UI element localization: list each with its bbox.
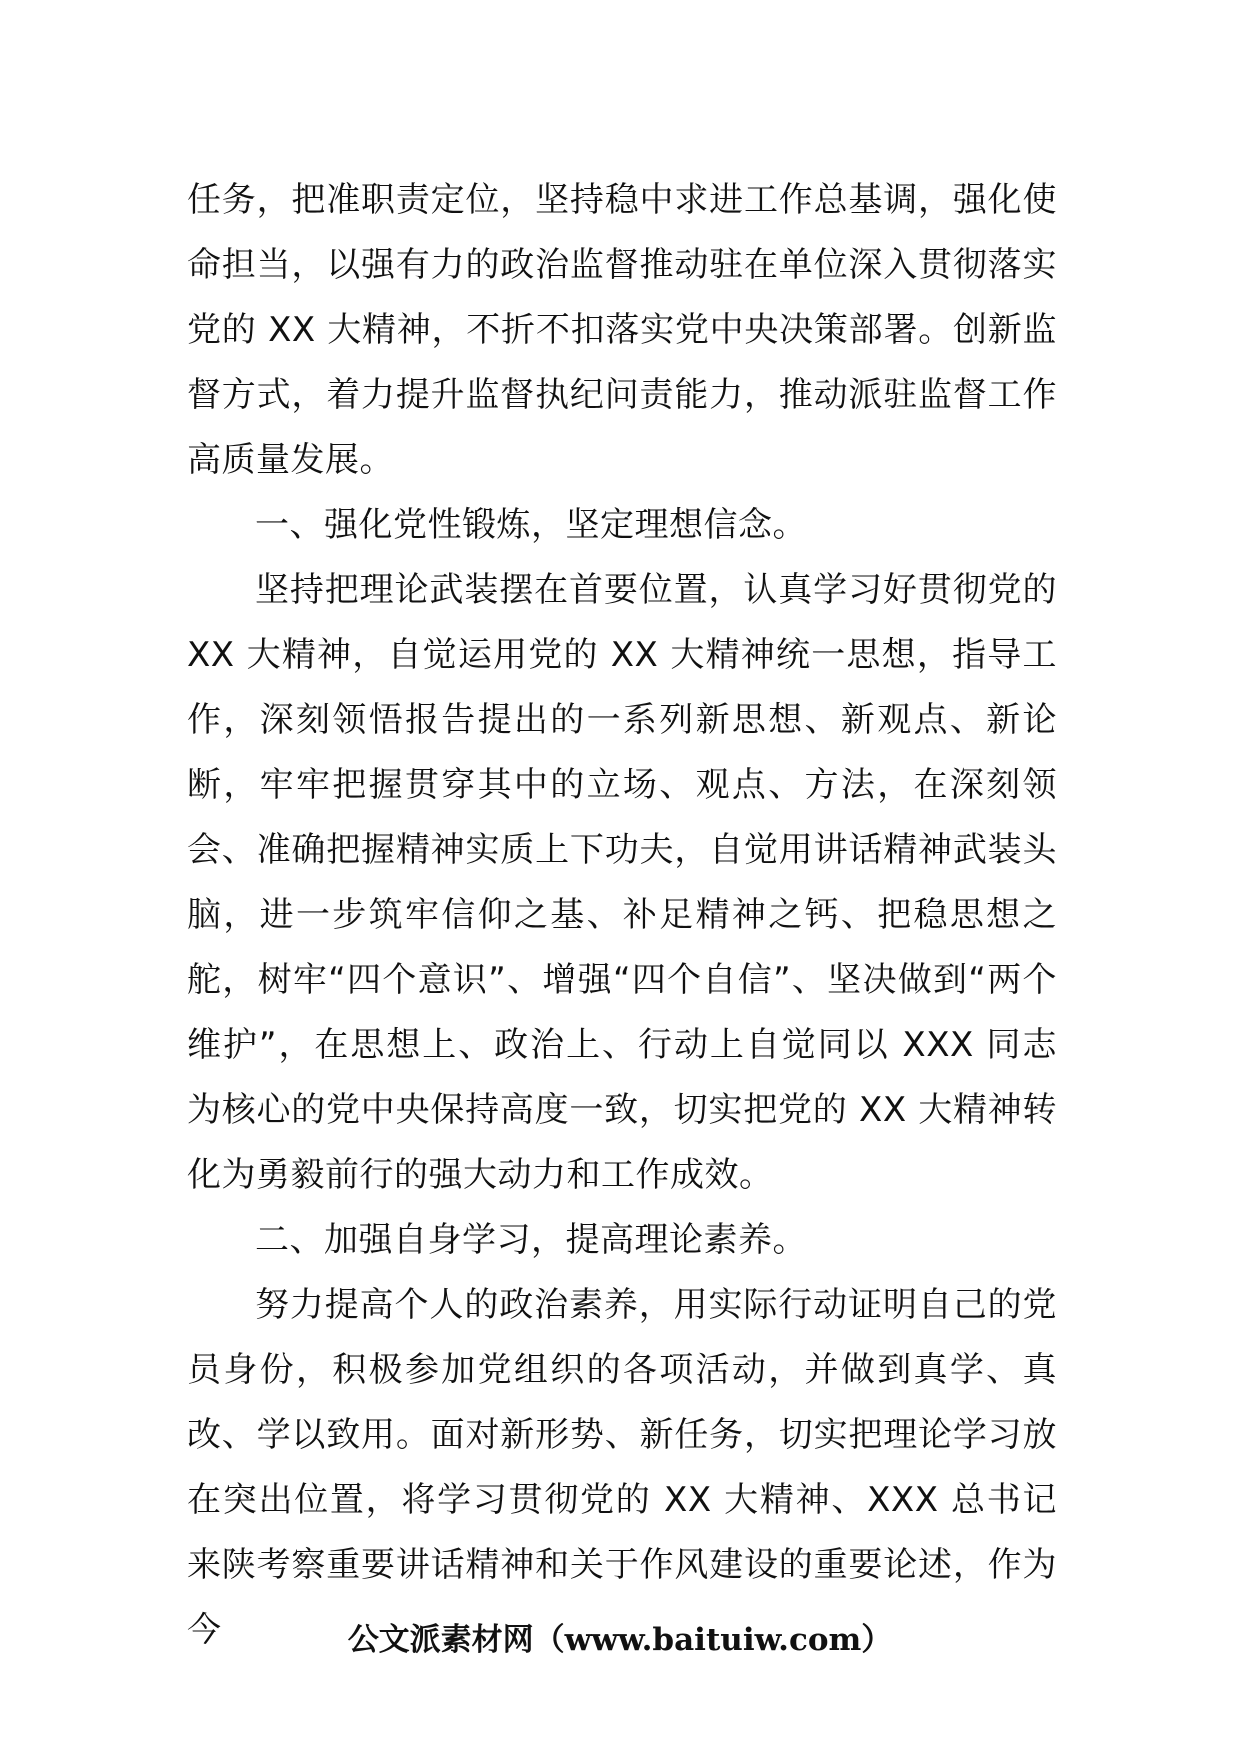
footer-watermark: 公文派素材网（www.baituiw.com） bbox=[347, 1622, 893, 1658]
paragraph-theory-study: 坚持把理论武装摆在首要位置，认真学习好贯彻党的 XX 大精神，自觉运用党的 XX 大精神统一思想，指导工作，深刻领悟报告提出的一系列新思想、新观点、新论断，牢牢把握贯穿其中的立场、观点、方法，在深刻领会、准确把握精神实质上下功夫，自觉用讲话精神武装头脑，进一步筑牢信仰之基、补足精神之钙、把稳思想之舵，树牢“四个意识”、增强“四个自信”、坚决做到“两个维护”，在思想上、政治上、行动上自觉同以 XXX 同志为核心的党中央保持高度一致，切实把党的 XX 大精神转化为勇毅前行的强大动力和工作成效。 bbox=[187, 570, 1057, 1195]
section-heading-2: 二、加强自身学习，提高理论素养。 bbox=[255, 1220, 807, 1260]
paragraph-continuation: 任务，把准职责定位，坚持稳中求进工作总基调，强化使命担当，以强有力的政治监督推动驻在单位深入贯彻落实党的 XX 大精神，不折不扣落实党中央决策部署。创新监督方式，着力提升监督执纪问责能力，推动派驻监督工作高质量发展。 bbox=[187, 180, 1057, 480]
paragraph-self-study: 努力提高个人的政治素养，用实际行动证明自己的党员身份，积极参加党组织的各项活动，并做到真学、真改、学以致用。面对新形势、新任务，切实把理论学习放在突出位置，将学习贯彻党的 XX 大精神、XXX 总书记来陕考察重要讲话精神和关于作风建设的重要论述，作为今 bbox=[187, 1285, 1057, 1650]
document-body bbox=[187, 168, 1057, 1663]
section-heading-1: 一、强化党性锻炼，坚定理想信念。 bbox=[255, 505, 807, 545]
